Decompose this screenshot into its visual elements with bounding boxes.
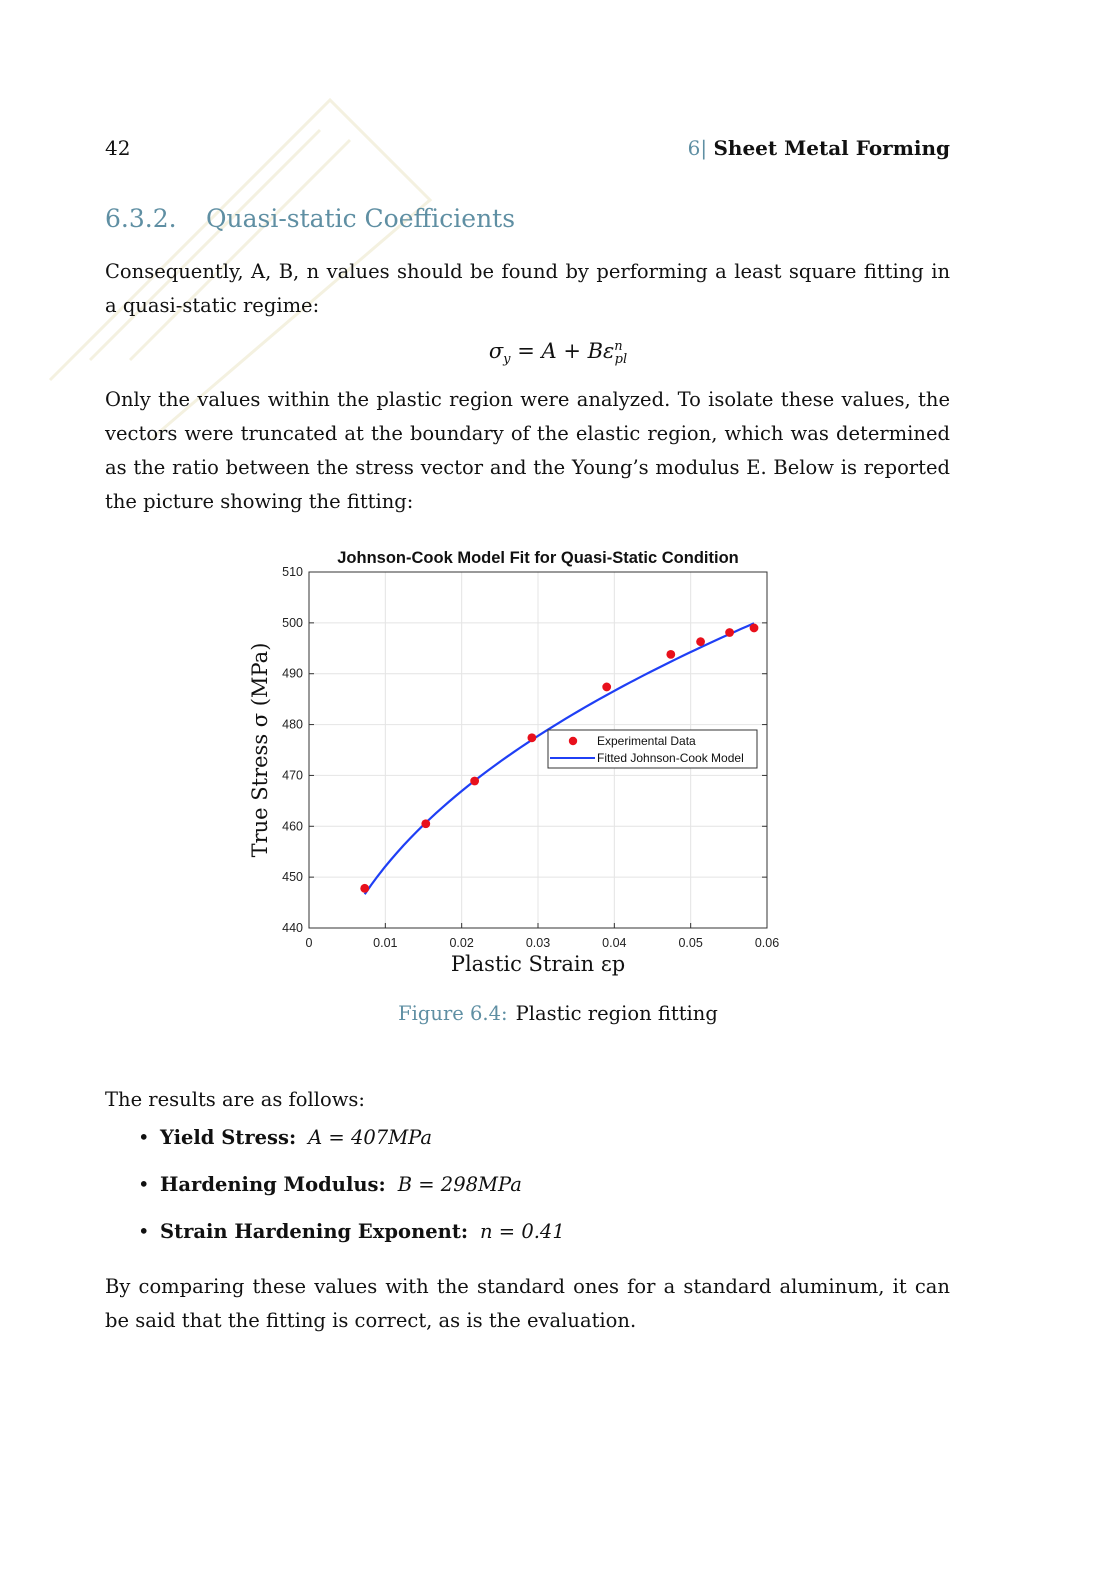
page-number: 42: [105, 136, 131, 160]
figure-caption: [0, 1002, 1116, 1025]
formula-lhs: σ: [488, 339, 504, 363]
figure-label: Figure 6.4:: [398, 1002, 508, 1025]
bullet-icon: •: [138, 1126, 150, 1149]
result-label: Yield Stress:: [160, 1126, 297, 1149]
y-tick-label: 490: [282, 666, 303, 681]
y-tick-label: 440: [282, 921, 303, 935]
x-tick-label: 0.05: [678, 936, 703, 950]
list-item: [138, 1173, 565, 1220]
johnson-cook-formula: [0, 339, 1116, 367]
running-header: [105, 136, 950, 160]
data-point: [602, 683, 611, 692]
formula-lhs-subscript: y: [503, 352, 511, 368]
x-axis-label: Plastic Strain εp: [450, 952, 626, 976]
result-value: A = 407MPa: [308, 1126, 433, 1149]
y-tick-label: 480: [282, 717, 303, 732]
legend-label-fit: Fitted Johnson-Cook Model: [597, 751, 744, 765]
y-tick-label: 510: [282, 565, 303, 579]
formula-exponent: n: [614, 339, 623, 354]
conclusion-paragraph: By comparing these values with the standard ones for a standard aluminum, it can be said that the fitting is correct, as is the evaluation.: [105, 1275, 950, 1332]
results-list: [138, 1126, 565, 1267]
section-title: Quasi-static Coefficients: [206, 204, 516, 233]
data-point: [470, 777, 479, 786]
list-item: [138, 1126, 565, 1173]
chapter-number: 6|: [687, 136, 708, 160]
analysis-paragraph: Only the values within the plastic region were analyzed. To isolate these values, the vectors were truncated at the boundary of the elastic region, which was determined as the ratio between the stress vector and the Young’s modulus E. Below is reported the picture showing the fitting:: [105, 388, 950, 513]
y-axis-label: True Stress σ (MPa): [248, 642, 272, 858]
formula-rhs: = A + Bε: [510, 339, 615, 363]
list-item: [138, 1220, 565, 1267]
data-point: [725, 628, 734, 637]
chart-legend: [548, 730, 757, 768]
result-label: Hardening Modulus:: [160, 1173, 386, 1196]
result-value: n = 0.41: [480, 1220, 565, 1243]
data-point: [666, 650, 675, 659]
data-point: [527, 733, 536, 742]
results-intro: The results are as follows:: [105, 1088, 365, 1111]
y-tick-label: 470: [282, 768, 303, 783]
bullet-icon: •: [138, 1220, 150, 1243]
data-point: [696, 637, 705, 646]
x-tick-label: 0.03: [525, 936, 551, 950]
section-heading: [105, 204, 515, 233]
result-value: B = 298MPa: [397, 1173, 522, 1196]
formula-subscript: pl: [614, 352, 628, 368]
legend-marker-experimental: [569, 737, 577, 745]
chapter-heading: [688, 136, 950, 160]
x-tick-label: 0.01: [373, 936, 398, 950]
intro-paragraph: Consequently, A, B, n values should be found by performing a least square fitting in a quasi-static regime:: [105, 260, 950, 317]
y-tick-label: 460: [282, 819, 303, 834]
x-tick-label: 0: [305, 936, 313, 950]
x-tick-label: 0.02: [449, 936, 474, 950]
johnson-cook-chart: [240, 540, 800, 990]
y-tick-label: 450: [282, 870, 303, 885]
data-point: [750, 624, 759, 633]
legend-label-experimental: Experimental Data: [597, 734, 696, 748]
y-tick-label: 500: [282, 615, 303, 630]
x-tick-label: 0.04: [602, 936, 627, 950]
data-point: [360, 884, 369, 893]
data-point: [421, 819, 430, 828]
section-number: 6.3.2.: [105, 204, 177, 233]
result-label: Strain Hardening Exponent:: [160, 1220, 469, 1243]
chart-title: Johnson-Cook Model Fit for Quasi-Static Condition: [337, 549, 739, 567]
figure-6-4: [240, 540, 800, 990]
figure-caption-text: Plastic region fitting: [515, 1002, 718, 1025]
x-tick-label: 0.06: [754, 936, 780, 950]
bullet-icon: •: [138, 1173, 150, 1196]
chapter-title: Sheet Metal Forming: [713, 136, 950, 160]
